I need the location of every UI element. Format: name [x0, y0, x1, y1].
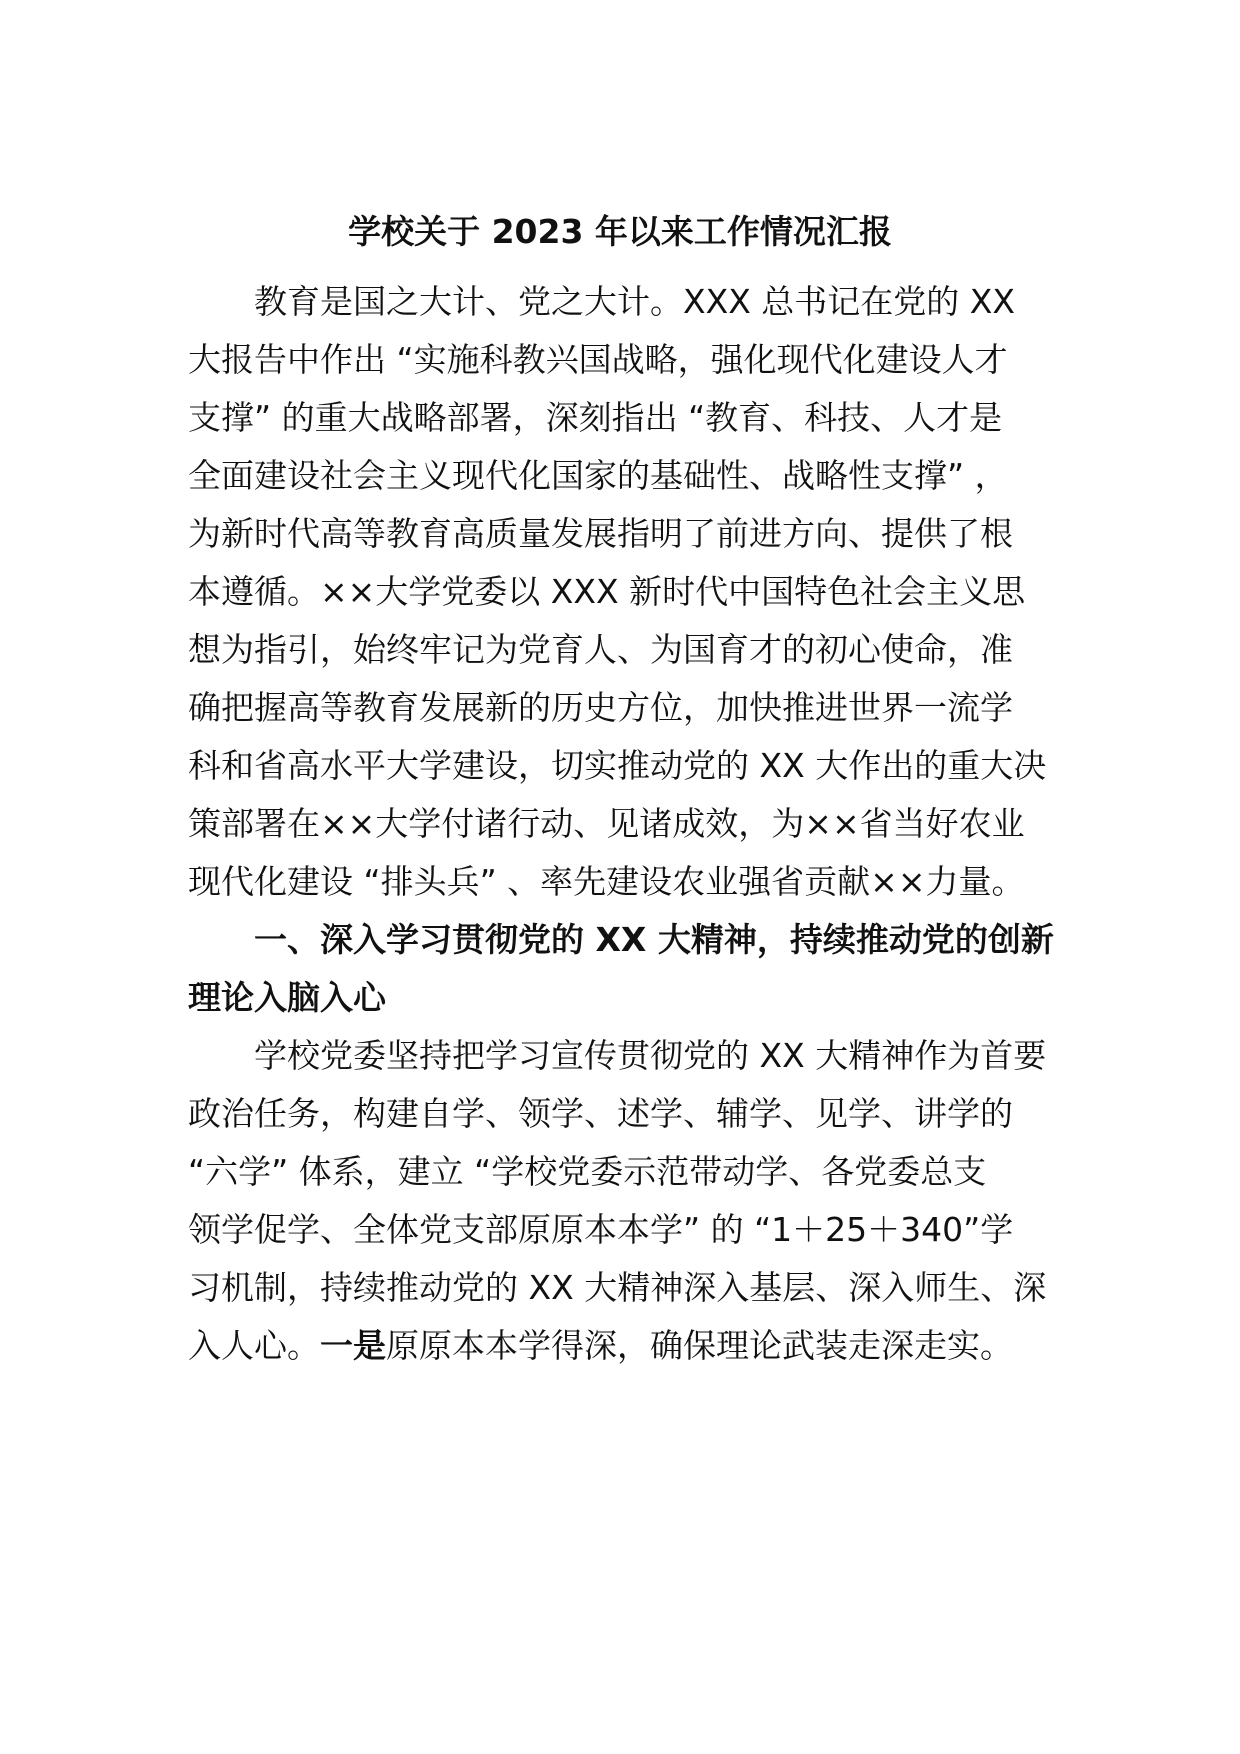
section-heading-line: 一、深入学习贯彻党的 XX 大精神，持续推动党的创新 — [254, 920, 1054, 959]
intro-line: 想为指引，始终牢记为党育人、为国育才的初心使命，准 — [188, 630, 1013, 669]
intro-line: 确把握高等教育发展新的历史方位，加快推进世界一流学 — [188, 688, 1013, 727]
section-body-line: 习机制，持续推动党的 XX 大精神深入基层、深入师生、深 — [188, 1268, 1047, 1307]
intro-line: 支撑” 的重大战略部署，深刻指出 “教育、科技、人才是 — [188, 398, 1003, 437]
intro-line: 本遵循。××大学党委以 XXX 新时代中国特色社会主义思 — [188, 572, 1026, 611]
section-body-line: 学校党委坚持把学习宣传贯彻党的 XX 大精神作为首要 — [254, 1036, 1047, 1075]
emphasis-yishi: 一是 — [320, 1326, 386, 1365]
section-heading-line: 理论入脑入心 — [188, 978, 386, 1017]
intro-line: 科和省高水平大学建设，切实推动党的 XX 大作出的重大决 — [188, 746, 1047, 785]
document-title: 学校关于 2023 年以来工作情况汇报 — [348, 212, 892, 251]
intro-line: 策部署在××大学付诸行动、见诸成效，为××省当好农业 — [188, 804, 1025, 843]
intro-line: 大报告中作出 “实施科教兴国战略，强化现代化建设人才 — [188, 340, 1008, 379]
section-body-line: 政治任务，构建自学、领学、述学、辅学、见学、讲学的 — [188, 1094, 1013, 1133]
intro-line: 全面建设社会主义现代化国家的基础性、战略性支撑” ， — [188, 456, 1008, 495]
last-line-rest: 原原本本学得深，确保理论武装走深走实。 — [386, 1326, 1013, 1365]
intro-line: 为新时代高等教育高质量发展指明了前进方向、提供了根 — [188, 514, 1013, 553]
intro-line: 现代化建设 “排头兵” 、率先建设农业强省贡献××力量。 — [188, 862, 1025, 901]
section-body-line: “六学” 体系，建立 “学校党委示范带动学、各党委总支 — [188, 1152, 987, 1191]
last-line-prefix: 入人心。 — [188, 1326, 320, 1365]
section-body-line: 领学促学、全体党支部原原本本学” 的 “1＋25＋340”学 — [188, 1210, 1014, 1249]
section-body-line-last — [188, 1313, 1013, 1378]
intro-line: 教育是国之大计、党之大计。XXX 总书记在党的 XX — [254, 282, 1016, 321]
